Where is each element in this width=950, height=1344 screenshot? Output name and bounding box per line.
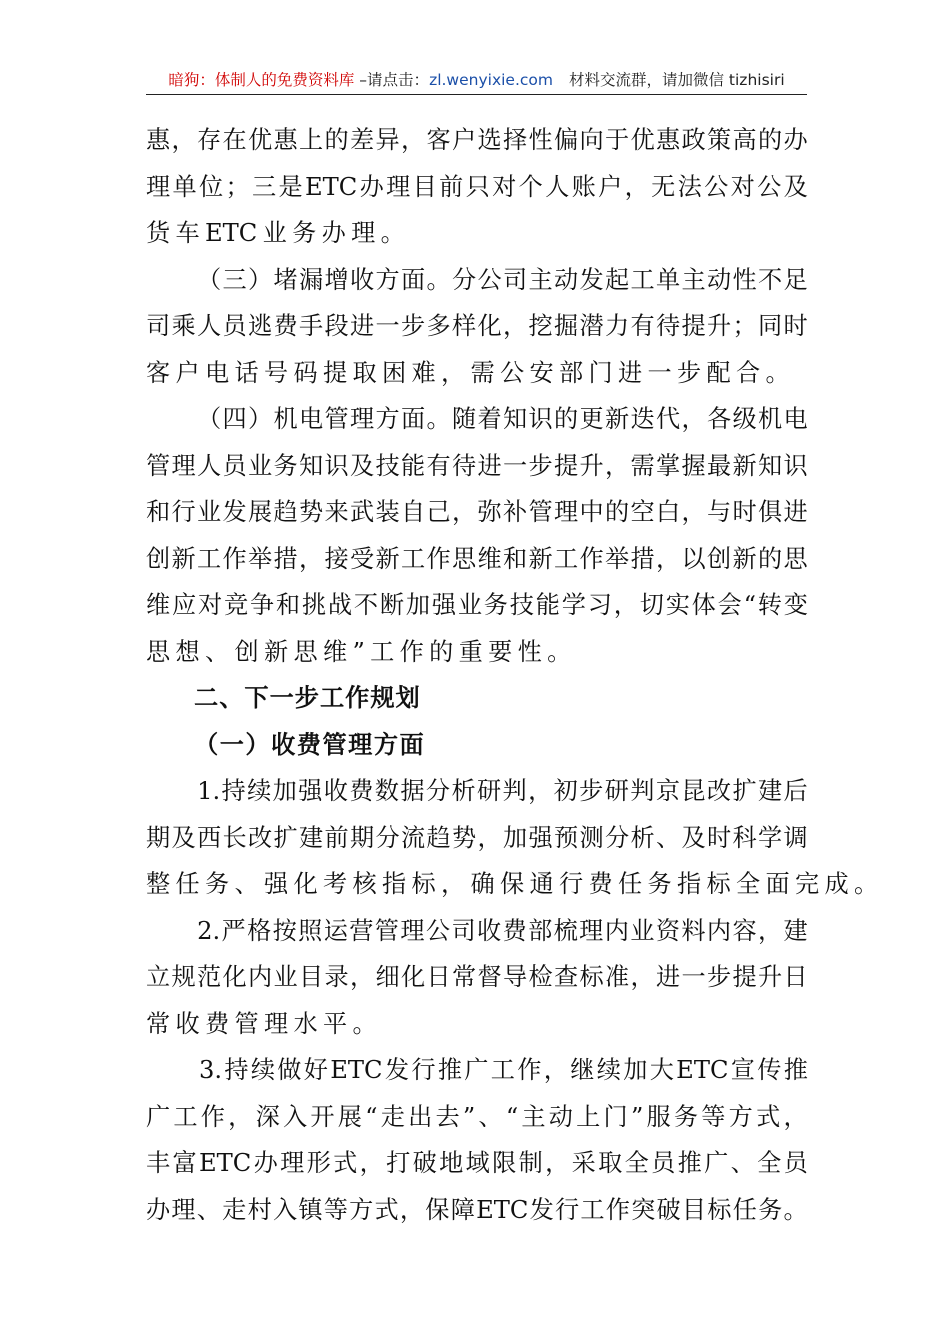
text-line: 维 应 对 竞 争 和 挑 战 不 断 加 强 业 务 技 能 学 习 ， 切 实 体 会 “ 转 变: [146, 591, 808, 619]
text-line: 广 工 作 ， 深 入 开 展 “ 走 出 去 ” 、 “ 主 动 上 门 ” 服 务 等 方 式 ，: [146, 1102, 808, 1131]
page-header: [146, 66, 807, 95]
text-line: 办 理 、 走 村 入 镇 等 方 式 ， 保 障 ETC 发 行 工 作 突 破 目 标 任 务 。: [146, 1195, 808, 1224]
text-line: 管 理 人 员 业 务 知 识 及 技 能 有 待 进 一 步 提 升 ， 需 掌 握 最 新 知 识: [146, 451, 808, 480]
text-line: 客 户 电 话 号 码 提 取 困 难 ， 需 公 安 部 门 进 一 步 配 合 。: [146, 358, 790, 387]
text-line: 丰 富 ETC 办 理 形 式 ， 打 破 地 域 限 制 ， 采 取 全 员 推 广 、 全 员: [146, 1149, 808, 1177]
document-body: [146, 117, 879, 1233]
text-line: 立 规 范 化 内 业 目 录 ， 细 化 日 常 督 导 检 查 标 准 ， 进 一 步 提 升 日: [146, 963, 808, 991]
section-heading: 二、下一步工作规划: [194, 684, 421, 712]
text-line: （ 四 ） 机 电 管 理 方 面 。 随 着 知 识 的 更 新 迭 代 ， 各 级 机 电: [197, 405, 808, 433]
header-contact: 材料交流群，请加微信 tizhisiri: [569, 71, 785, 89]
header-site-name: 暗狗：体制人的免费资料库: [168, 71, 355, 89]
text-line: 期 及 西 长 改 扩 建 前 期 分 流 趋 势 ， 加 强 预 测 分 析 、 及 时 科 学 调: [146, 823, 808, 852]
subsection-heading: （一）收费管理方面: [194, 729, 426, 759]
text-line: 思 想 、 创 新 思 维 ” 工 作 的 重 要 性 。: [146, 637, 572, 666]
header-link[interactable]: zl.wenyixie.com: [429, 71, 553, 89]
text-line: 常 收 费 管 理 水 平 。: [146, 1009, 377, 1038]
text-line: 司 乘 人 员 逃 费 手 段 进 一 步 多 样 化 ， 挖 掘 潜 力 有 待 提 升 ； 同 时: [146, 312, 808, 340]
text-line: （ 三 ） 堵 漏 增 收 方 面 。 分 公 司 主 动 发 起 工 单 主 动 性 不 足: [197, 265, 808, 294]
text-line: 理 单 位 ； 三 是 ETC 办 理 目 前 只 对 个 人 账 户 ， 无 法 公 对 公 及: [146, 172, 808, 201]
text-line: 3. 持 续 做 好 ETC 发 行 推 广 工 作 ， 继 续 加 大 ETC 宣 传 推: [198, 1056, 808, 1084]
text-line: 创 新 工 作 举 措 ， 接 受 新 工 作 思 维 和 新 工 作 举 措 ， 以 创 新 的 思: [146, 544, 808, 573]
text-line: 货 车 ETC 业 务 办 理 。: [146, 219, 405, 247]
text-line: 2. 严 格 按 照 运 营 管 理 公 司 收 费 部 梳 理 内 业 资 料 内 容 ， 建: [197, 916, 808, 945]
header-click-prompt: –请点击：: [354, 71, 430, 89]
text-line: 和 行 业 发 展 趋 势 来 武 装 自 己 ， 弥 补 管 理 中 的 空 白 ， 与 时 俱 进: [146, 498, 808, 526]
text-line: 惠 ， 存 在 优 惠 上 的 差 异 ， 客 户 选 择 性 偏 向 于 优 惠 政 策 高 的 办: [146, 126, 808, 154]
text-line: 1. 持 续 加 强 收 费 数 据 分 析 研 判 ， 初 步 研 判 京 昆 改 扩 建 后: [197, 777, 808, 805]
text-line: 整 任 务 、 强 化 考 核 指 标 ， 确 保 通 行 费 任 务 指 标 全 面 完 成 。: [146, 870, 879, 898]
